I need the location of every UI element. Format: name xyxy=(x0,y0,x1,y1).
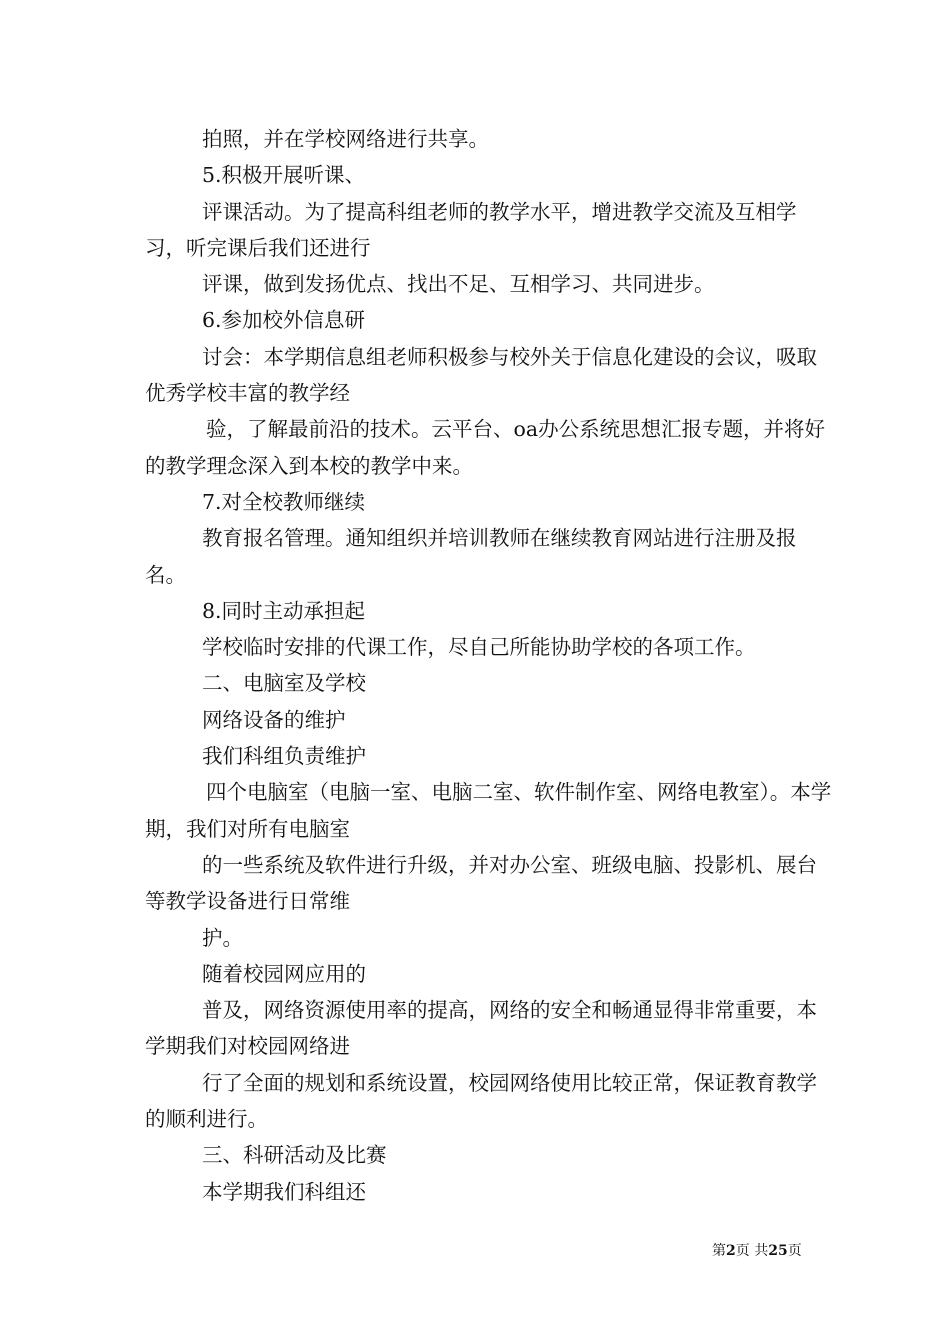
paragraph: 讨会：本学期信息组老师积极参与校外关于信息化建设的会议，吸取优秀学校丰富的教学经 xyxy=(145,344,817,406)
paragraph: 学校临时安排的代课工作，尽自己所能协助学校的各项工作。 xyxy=(202,635,756,660)
paragraph: 6.参加校外信息研 xyxy=(202,308,366,333)
paragraph: 四个电脑室（电脑一室、电脑二室、软件制作室、网络电教室）。本学期，我们对所有电脑室 xyxy=(145,780,832,841)
paragraph: 8.同时主动承担起 xyxy=(202,598,366,623)
document-body xyxy=(145,121,835,1210)
paragraph: 随着校园网应用的 xyxy=(202,961,366,986)
section-heading: 三、科研活动及比赛 xyxy=(202,1143,387,1168)
paragraph: 7.对全校教师继续 xyxy=(202,489,366,514)
paragraph: 教育报名管理。通知组织并培训教师在继续教育网站进行注册及报名。 xyxy=(145,526,797,587)
paragraph: 网络设备的维护 xyxy=(202,707,346,732)
paragraph: 评课活动。为了提高科组老师的教学水平，增进教学交流及互相学习，听完课后我们还进行 xyxy=(145,199,797,260)
paragraph: 拍照，并在学校网络进行共享。 xyxy=(202,127,489,151)
paragraph: 的一些系统及软件进行升级，并对办公室、班级电脑、投影机、展台等教学设备进行日常维 xyxy=(145,852,817,914)
section-heading: 二、电脑室及学校 xyxy=(202,671,366,696)
paragraph: 验，了解最前沿的技术。云平台、oa办公系统思想汇报专题，并将好的教学理念深入到本校的教学中来。 xyxy=(145,417,826,478)
footer-prefix: 第 xyxy=(712,1243,726,1259)
paragraph: 我们科组负责维护 xyxy=(202,744,366,769)
paragraph: 行了全面的规划和系统设置，校园网络使用比较正常，保证教育教学的顺利进行。 xyxy=(145,1070,817,1132)
current-page-number: 2 xyxy=(726,1243,736,1259)
footer-middle: 页 共 xyxy=(735,1243,769,1259)
footer-suffix: 页 xyxy=(787,1243,802,1259)
page-footer xyxy=(712,1242,802,1260)
paragraph: 评课，做到发扬优点、找出不足、互相学习、共同进步。 xyxy=(202,272,715,297)
total-page-count: 25 xyxy=(768,1243,788,1259)
paragraph: 5.积极开展听课、 xyxy=(202,163,366,188)
paragraph: 护。 xyxy=(202,925,243,950)
paragraph: 普及，网络资源使用率的提高，网络的安全和畅通显得非常重要，本学期我们对校园网络进 xyxy=(145,998,817,1059)
paragraph: 本学期我们科组还 xyxy=(202,1179,366,1204)
